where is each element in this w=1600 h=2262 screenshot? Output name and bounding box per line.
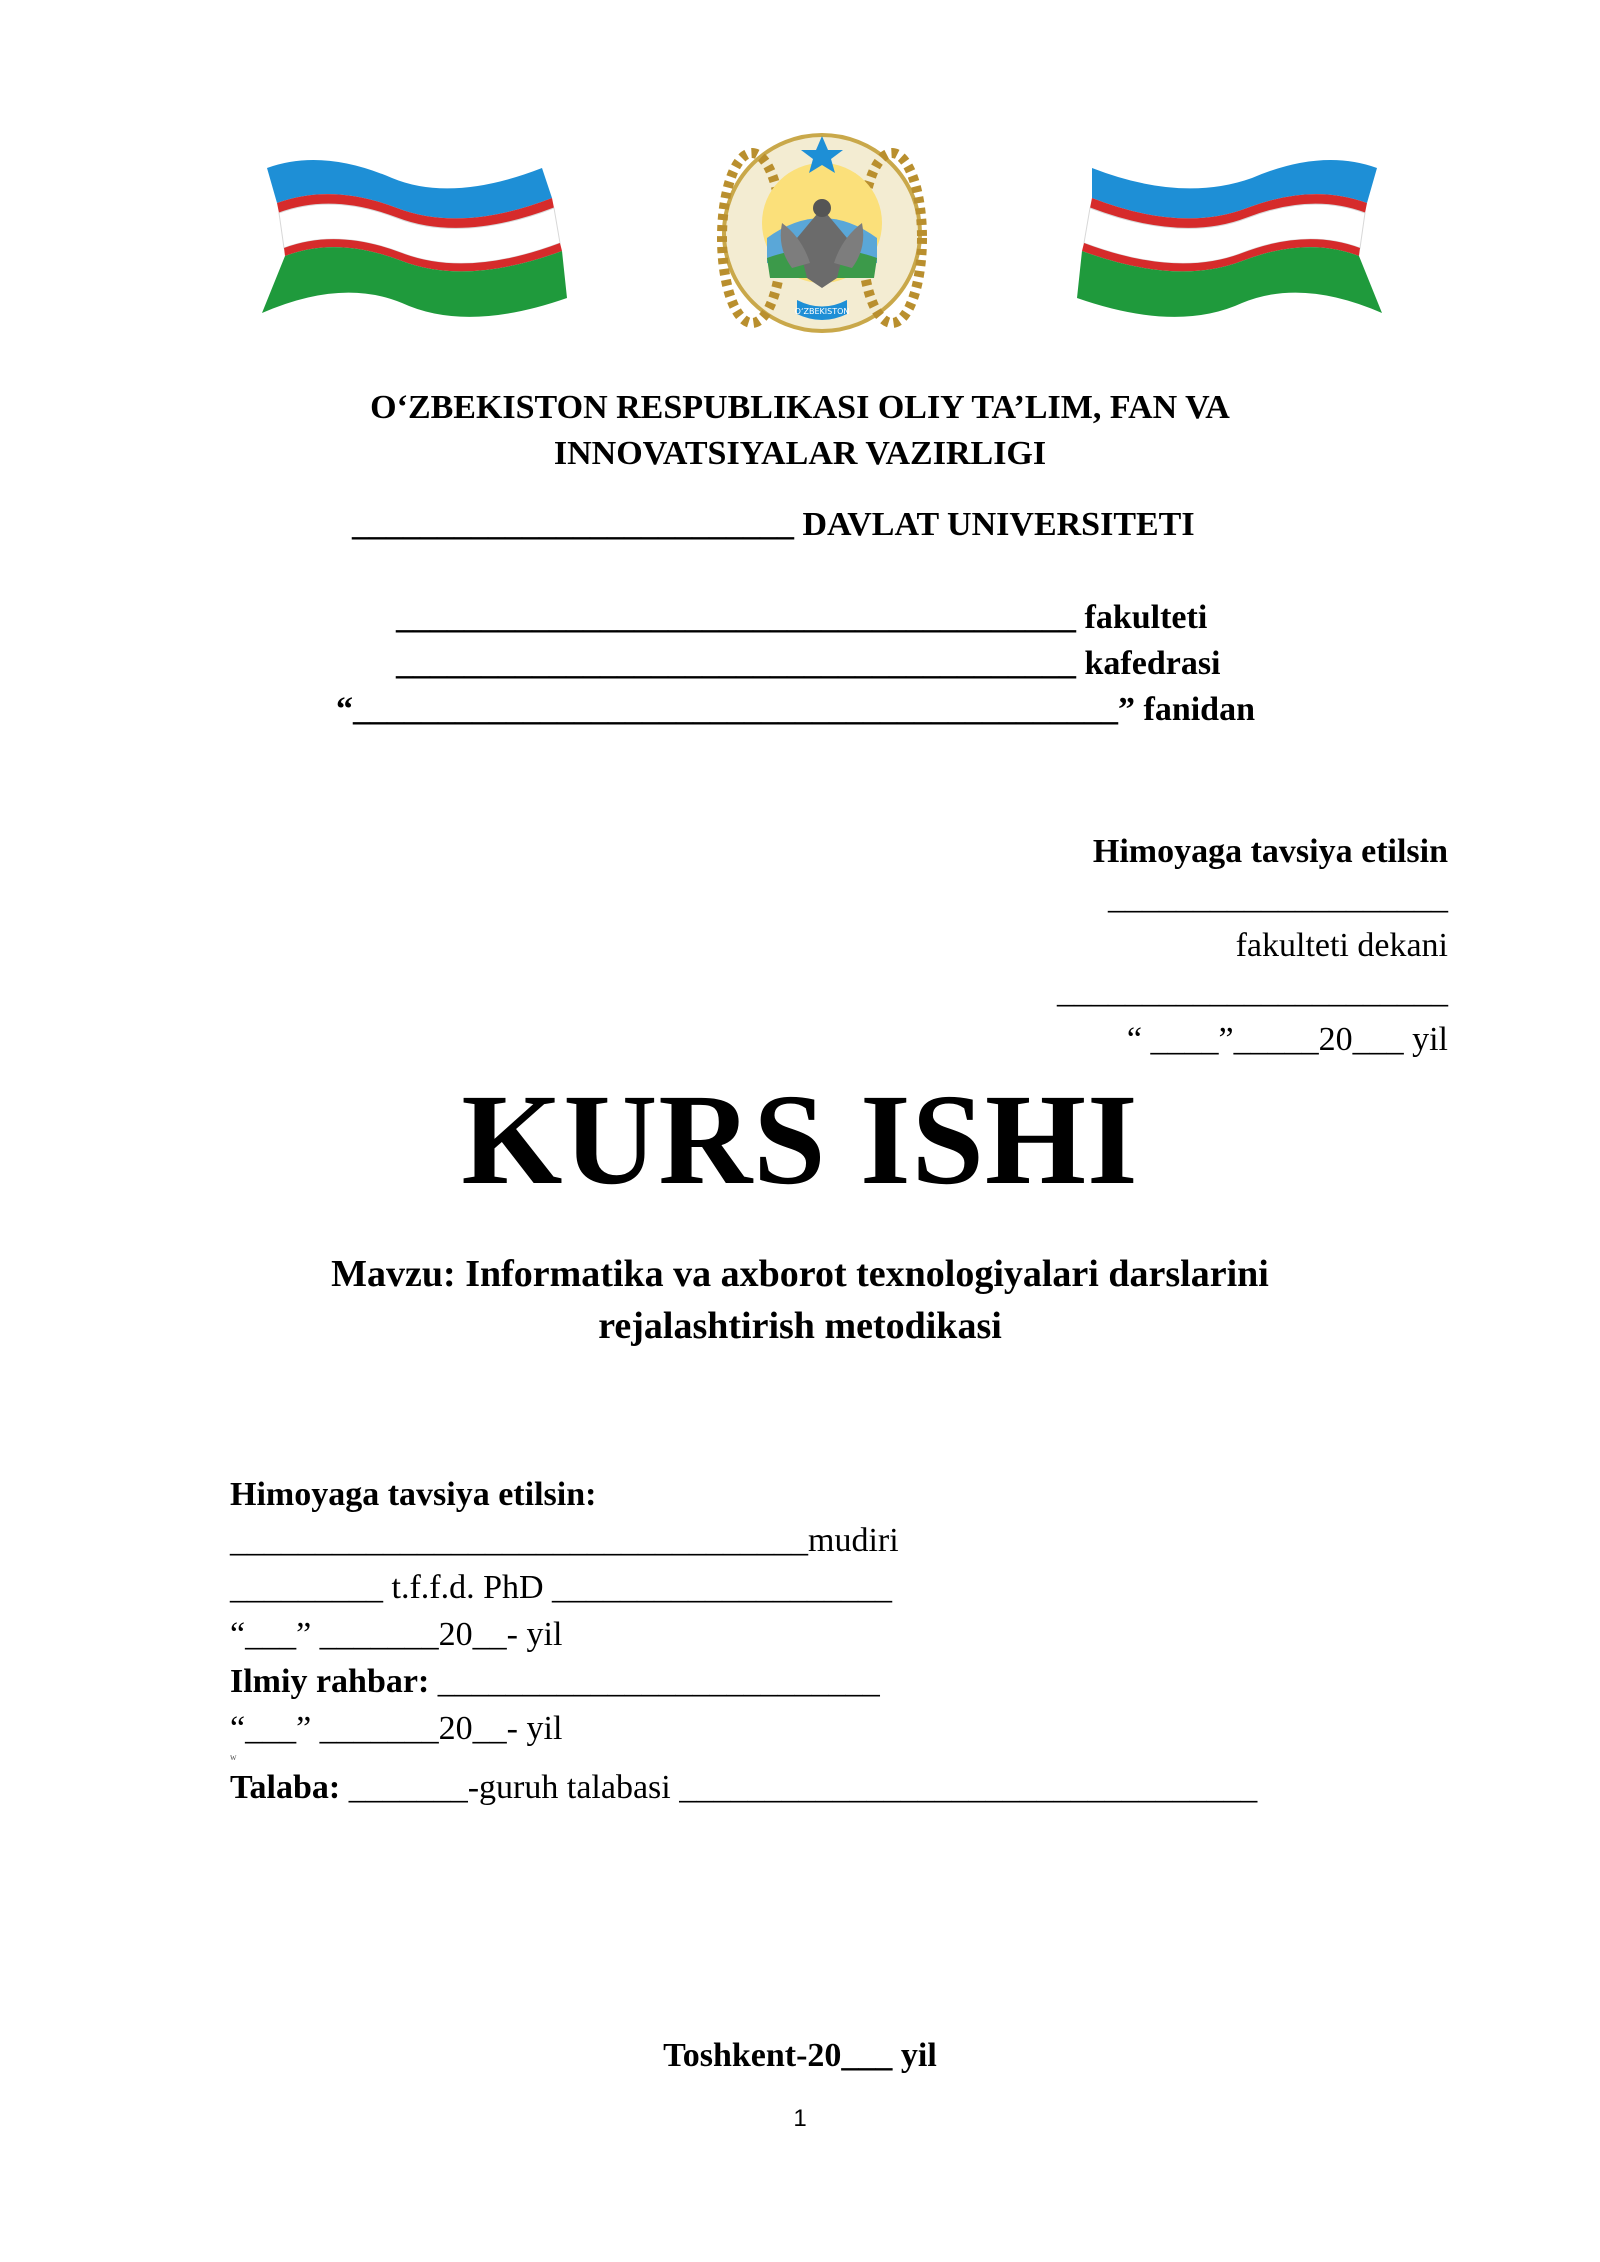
department-head-line: __________________________________mudiri [230, 1522, 899, 1559]
approval-top-sign-line-2: _______________________ [1057, 973, 1448, 1010]
approval-top-heading: Himoyaga tavsiya etilsin [1092, 833, 1448, 870]
department-line: ________________________________________ kafedrasi [396, 645, 1221, 682]
topic-line-1: Mavzu: Informatika va axborot texnologiyalari darslarini [331, 1253, 1269, 1295]
approval-bottom-heading: Himoyaga tavsiya etilsin: [230, 1476, 597, 1513]
student-label: Talaba: [230, 1769, 341, 1806]
approval-date-line-1: “___” _______20__- yil [230, 1616, 563, 1653]
state-emblem-flag-banner [262, 128, 1382, 338]
page-number: 1 [793, 2105, 807, 2132]
tiny-mark: w [230, 1752, 237, 1762]
emblem-ribbon-text: O‘ZBEKISTON [794, 307, 850, 316]
approval-top-date: “ ____”_____20___ yil [1126, 1021, 1448, 1058]
city-year: Toshkent-20___ yil [663, 2037, 937, 2074]
ministry-title-line-2: INNOVATSIYALAR VAZIRLIGI [553, 435, 1047, 472]
university-line: __________________________ DAVLAT UNIVERSITETI [352, 506, 1195, 543]
topic-line-2: rejalashtirish metodikasi [598, 1305, 1002, 1347]
state-emblem [722, 135, 922, 331]
supervisor-sign-line: __________________________ [429, 1663, 880, 1700]
degree-line: _________ t.f.f.d. PhD ____________________ [230, 1569, 893, 1606]
supervisor-label: Ilmiy rahbar: [230, 1663, 430, 1700]
left-flag-ribbon [262, 160, 567, 317]
supervisor-line [230, 1662, 880, 1702]
approval-date-line-2: “___” _______20__- yil [230, 1710, 563, 1747]
dean-label: fakulteti dekani [1235, 927, 1448, 964]
student-sign-line: _______-guruh talabasi __________________________________ [340, 1769, 1258, 1806]
approval-top-sign-line: ____________________ [1108, 879, 1448, 916]
ministry-title-line-1: O‘ZBEKISTON RESPUBLIKASI OLIY TA’LIM, FAN VA [370, 389, 1230, 426]
document-title: KURS ISHI [461, 1068, 1139, 1212]
student-line [230, 1768, 1257, 1808]
faculty-line: ________________________________________ fakulteti [396, 599, 1208, 636]
right-flag-ribbon [1077, 160, 1382, 317]
subject-line: “_____________________________________________” fanidan [336, 691, 1255, 728]
